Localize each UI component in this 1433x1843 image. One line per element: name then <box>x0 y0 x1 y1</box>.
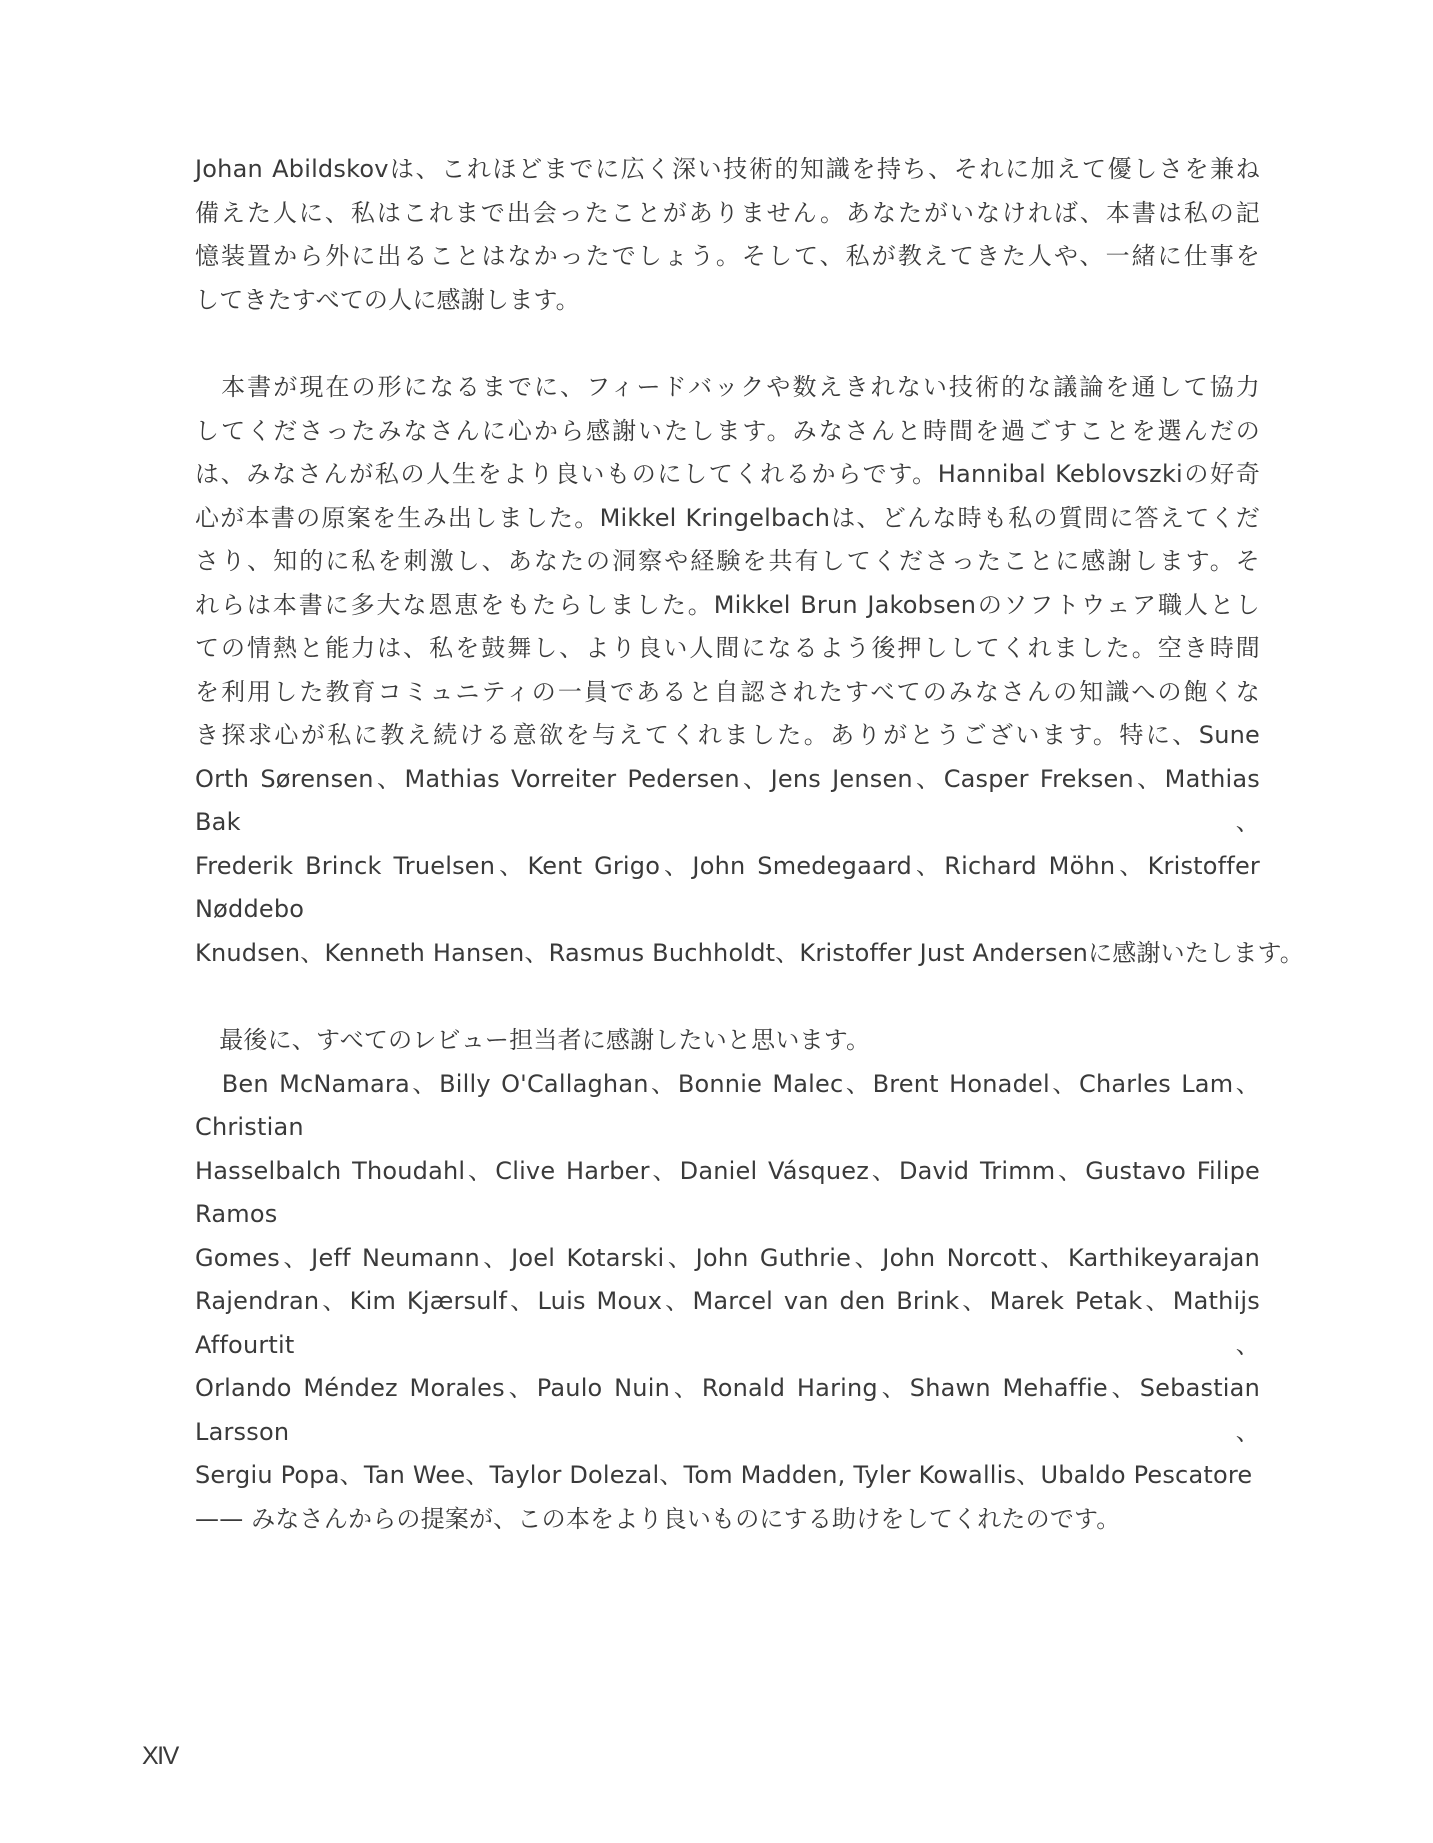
text-line: Orlando Méndez Morales、Paulo Nuin、Ronald Haring、Shawn Mehaffie、Sebastian Larsson、 <box>195 1374 1260 1446</box>
paragraph-gap <box>195 975 1260 1019</box>
text-line: れらは本書に多大な恩恵をもたらしました。Mikkel Brun Jakobsenのソフトウェア職人とし <box>195 590 1260 619</box>
text-line: Hasselbalch Thoudahl、Clive Harber、Daniel Vásquez、David Trimm、Gustavo Filipe Ramos <box>195 1156 1260 1228</box>
text-line: —— みなさんからの提案が、この本をより良いものにする助けをしてくれたのです。 <box>195 1504 1121 1533</box>
text-line: 本書が現在の形になるまでに、フィードバックや数えきれない技術的な議論を通して協力 <box>195 373 1260 401</box>
text-line: Johan Abildskovは、これほどまでに広く深い技術的知識を持ち、それに加えて優しさを兼ね <box>195 155 1260 183</box>
page-number: XIV <box>142 1742 178 1770</box>
text-line: 備えた人に、私はこれまで出会ったことがありません。あなたがいなければ、本書は私の記 <box>195 198 1260 227</box>
text-line: を利用した教育コミュニティの一員であると自認されたすべてのみなさんの知識への飽くな <box>195 677 1260 706</box>
text-line: Gomes、Jeff Neumann、Joel Kotarski、John Guthrie、John Norcott、Karthikeyarajan <box>195 1243 1260 1272</box>
text-line: Frederik Brinck Truelsen、Kent Grigo、John Smedegaard、Richard Möhn、Kristoffer Nøddebo <box>195 851 1260 923</box>
text-line: 心が本書の原案を生み出しました。Mikkel Kringelbachは、どんな時も私の質問に答えてくだ <box>195 503 1260 532</box>
text-line: 憶装置から外に出ることはなかったでしょう。そして、私が教えてきた人や、一緒に仕事を <box>195 242 1260 270</box>
text-line: き探求心が私に教え続ける意欲を与えてくれました。ありがとうございます。特に、Sune <box>195 721 1260 749</box>
paragraph-thanks-community <box>195 366 1304 975</box>
text-line: 最後に、すべてのレビュー担当者に感謝したいと思います。 <box>195 1026 871 1054</box>
text-line: Ben McNamara、Billy O'Callaghan、Bonnie Malec、Brent Honadel、Charles Lam、Christian <box>195 1069 1260 1141</box>
text-line: してくださったみなさんに心から感謝いたします。みなさんと時間を過ごすことを選んだの <box>195 416 1260 445</box>
text-line: さり、知的に私を刺激し、あなたの洞察や経験を共有してくださったことに感謝します。そ <box>195 547 1260 575</box>
acknowledgements-body <box>195 148 1304 1541</box>
text-line: ての情熱と能力は、私を鼓舞し、より良い人間になるよう後押ししてくれました。空き時間 <box>195 634 1260 662</box>
text-line: Rajendran、Kim Kjærsulf、Luis Moux、Marcel van den Brink、Marek Petak、Mathijs Affourtit、 <box>195 1287 1260 1359</box>
text-line: は、みなさんが私の人生をより良いものにしてくれるからです。Hannibal Keblovszkiの好奇 <box>195 460 1260 488</box>
paragraph-reviewers <box>195 1019 1260 1541</box>
paragraph-gap <box>195 322 1260 366</box>
text-line: してきたすべての人に感謝します。 <box>195 285 580 314</box>
text-line: Knudsen、Kenneth Hansen、Rasmus Buchholdt、Kristoffer Just Andersenに感謝いたします。 <box>195 938 1304 967</box>
text-line: Sergiu Popa、Tan Wee、Taylor Dolezal、Tom Madden, Tyler Kowallis、Ubaldo Pescatore <box>195 1461 1253 1489</box>
text-line: Orth Sørensen、Mathias Vorreiter Pedersen、Jens Jensen、Casper Freksen、Mathias Bak、 <box>195 764 1260 836</box>
paragraph-abildskov <box>195 148 1260 322</box>
